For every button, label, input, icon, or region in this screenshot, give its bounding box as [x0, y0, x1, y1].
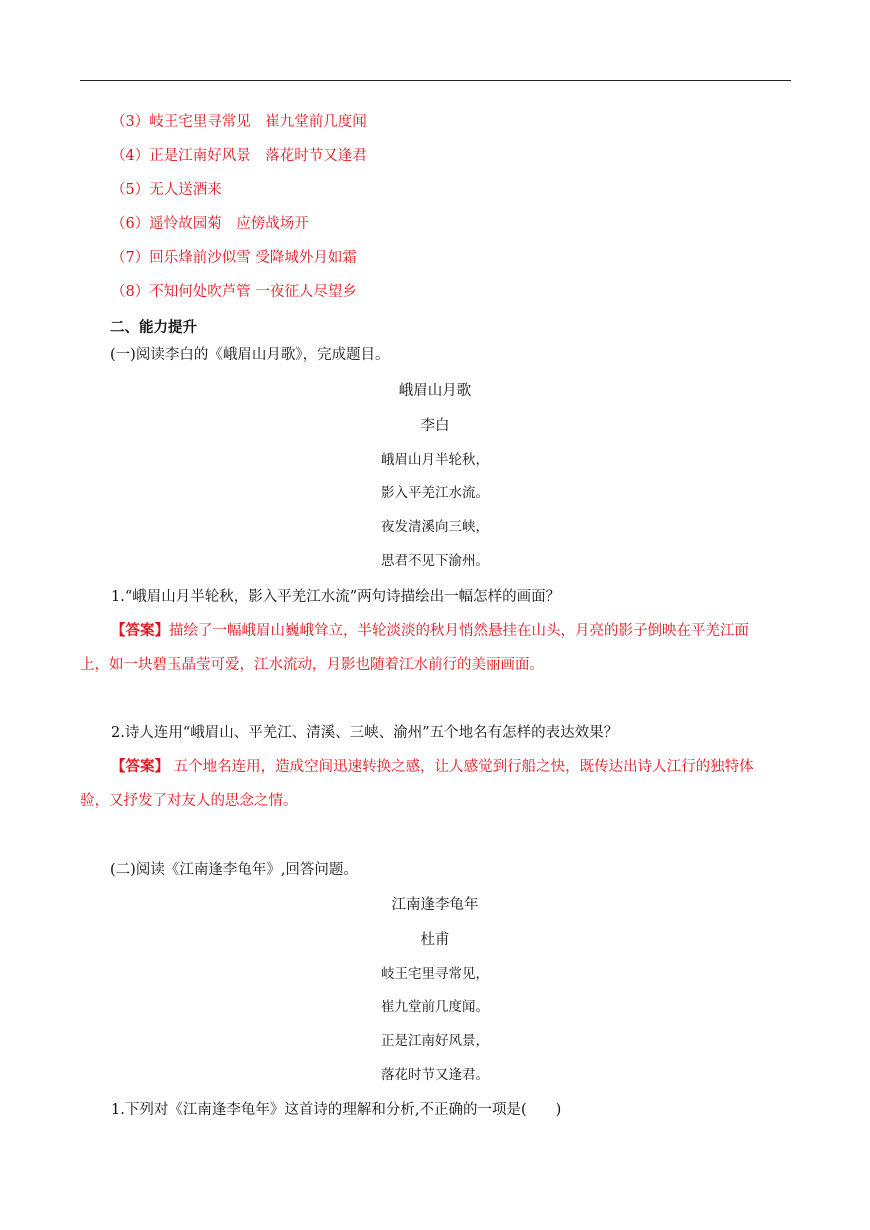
question-1: 1.“峨眉山月半轮秋，影入平羌江水流”两句诗描绘出一幅怎样的画面？	[111, 589, 561, 605]
answer-line: （5）无人送酒来	[111, 182, 222, 198]
poem2-line: 落花时节又逢君。	[381, 1067, 489, 1083]
poem1-author: 李白	[420, 418, 450, 434]
question-2: 2.诗人连用“峨眉山、平羌江、清溪、三峡、渝州”五个地名有怎样的表达效果？	[111, 725, 619, 741]
section-heading: 二、能力提升	[110, 319, 197, 336]
answer-line: （3）岐王宅里寻常见 崔九堂前几度闻	[111, 114, 367, 130]
answer-text: 五个地名连用，造成空间迅速转换之感，让人感觉到行船之快，既传达出诗人江行的独特体	[169, 759, 754, 775]
answer-1-line2: 上，如一块碧玉晶莹可爱，江水流动，月影也随着江水前行的美丽画面。	[80, 657, 544, 673]
header-rule	[80, 80, 791, 81]
answer-tag: 【答案】	[111, 622, 169, 639]
answer-line: （7）回乐烽前沙似雪 受降城外月如霜	[111, 250, 357, 266]
answer-tag: 【答案】	[111, 758, 169, 775]
poem1-line: 夜发清溪向三峡，	[381, 519, 489, 535]
poem2-line: 崔九堂前几度闻。	[381, 999, 489, 1015]
poem2-author: 杜甫	[420, 932, 450, 948]
answer-2-line2: 验，又抒发了对友人的思念之情。	[80, 793, 298, 809]
poem1-title: 峨眉山月歌	[398, 383, 472, 399]
poem2-line: 岐王宅里寻常见，	[381, 966, 489, 982]
answer-line: （6）遥怜故园菊 应傍战场开	[111, 216, 309, 232]
answer-line: （8）不知何处吹芦管 一夜征人尽望乡	[111, 284, 357, 300]
answer-line: （4）正是江南好风景 落花时节又逢君	[111, 148, 367, 164]
poem2-line: 正是江南好风景，	[381, 1033, 489, 1049]
part2-intro: (二)阅读《江南逢李龟年》,回答问题。	[110, 862, 358, 878]
answer-1-line1	[111, 621, 749, 641]
poem1-line: 影入平羌江水流。	[381, 485, 489, 501]
poem1-line: 峨眉山月半轮秋，	[381, 452, 489, 468]
question-3: 1.下列对《江南逢李龟年》这首诗的理解和分析,不正确的一项是( )	[111, 1102, 562, 1118]
answer-text: 描绘了一幅峨眉山巍峨耸立，半轮淡淡的秋月悄然悬挂在山头，月亮的影子倒映在平羌江面	[169, 623, 749, 639]
answer-2-line1	[111, 757, 754, 777]
poem2-title: 江南逢李龟年	[391, 897, 479, 913]
poem1-line: 思君不见下渝州。	[381, 553, 489, 569]
part1-intro: (一)阅读李白的《峨眉山月歌》，完成题目。	[110, 347, 390, 363]
